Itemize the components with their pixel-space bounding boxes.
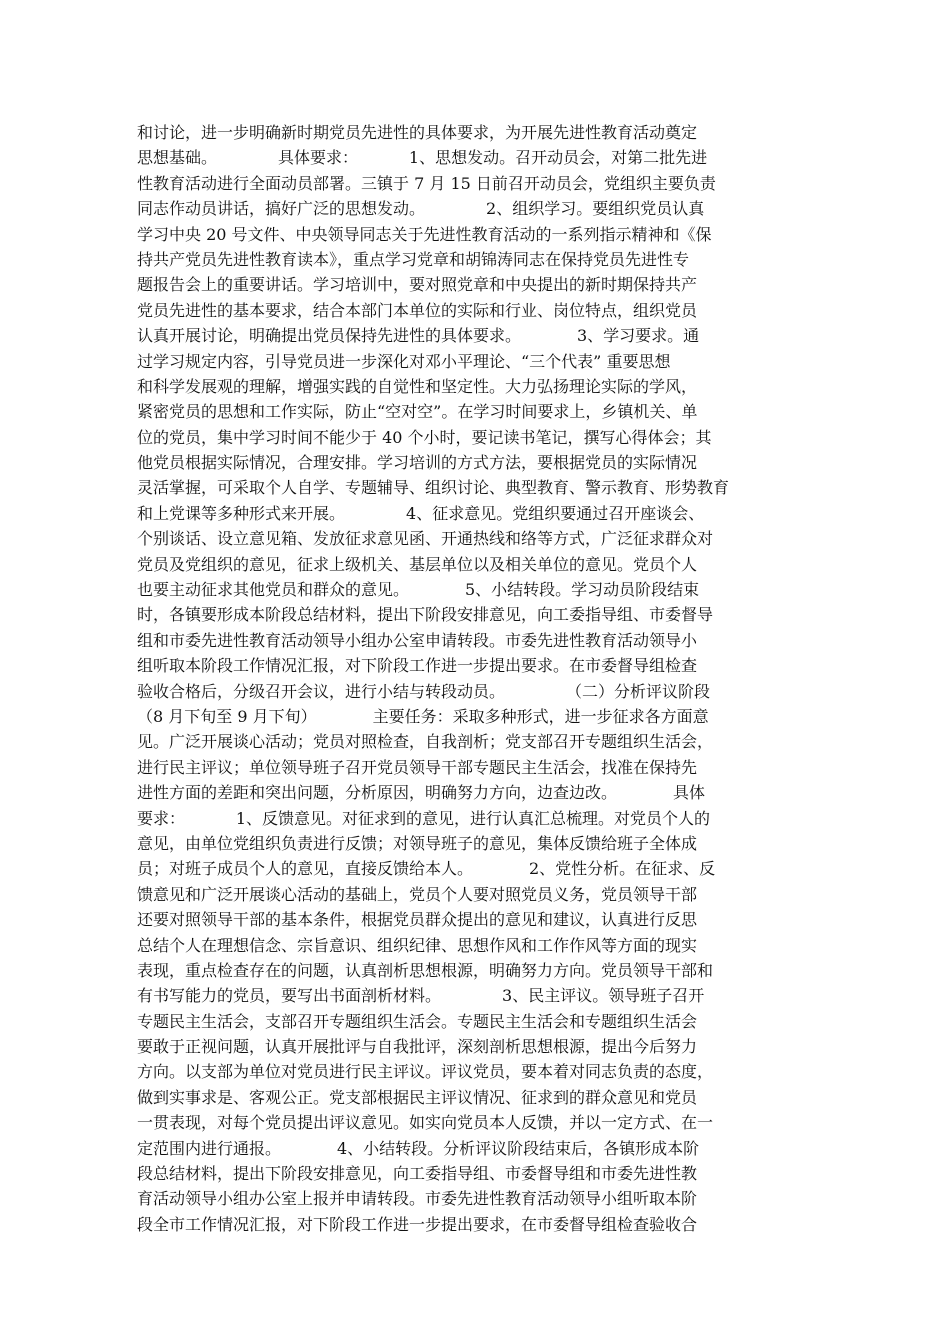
text-line: 题报告会上的重要讲话。学习培训中，要对照党章和中央提出的新时期保持共产 xyxy=(137,275,698,295)
text-line: 段总结材料，提出下阶段安排意见，向工委指导组、市委督导组和市委先进性教 xyxy=(137,1164,698,1184)
text-line: 位的党员，集中学习时间不能少于 40 个小时，要记读书笔记，撰写心得体会；其 xyxy=(137,427,712,447)
text-line: 紧密党员的思想和工作实际，防止“空对空”。在学习时间要求上，乡镇机关、单 xyxy=(137,402,698,422)
text-line: 专题民主生活会，支部召开专题组织生活会。专题民主生活会和专题组织生活会 xyxy=(137,1011,698,1031)
text-line: 表现，重点检查存在的问题，认真剖析思想根源，明确努力方向。党员领导干部和 xyxy=(137,960,714,980)
text-line: 和上党课等多种形式来开展。 4、征求意见。党组织要通过召开座谈会、 xyxy=(137,503,705,523)
text-line: 党员及党组织的意见，征求上级机关、基层单位以及相关单位的意见。党员个人 xyxy=(137,554,698,574)
text-line: 也要主动征求其他党员和群众的意见。 5、小结转段。学习动员阶段结束 xyxy=(137,580,700,600)
text-line: 灵活掌握，可采取个人自学、专题辅导、组织讨论、典型教育、警示教育、形势教育 xyxy=(137,478,730,498)
text-line: 做到实事求是、客观公正。党支部根据民主评议情况、征求到的群众意见和党员 xyxy=(137,1087,698,1107)
text-line: 同志作动员讲话，搞好广泛的思想发动。 2、组织学习。要组织党员认真 xyxy=(137,199,705,219)
document-page xyxy=(137,120,813,1237)
text-line: 验收合格后，分级召开会议，进行小结与转段动员。 （二）分析评议阶段 xyxy=(137,681,711,701)
text-line: 思想基础。 具体要求： 1、思想发动。召开动员会，对第二批先进 xyxy=(137,148,708,168)
text-line: 方向。以支部为单位对党员进行民主评议。评议党员，要本着对同志负责的态度， xyxy=(137,1062,714,1082)
text-line: 和科学发展观的理解，增强实践的自觉性和坚定性。大力弘扬理论实际的学风， xyxy=(137,376,698,396)
text-line: （8 月下旬至 9 月下旬） 主要任务：采取多种形式，进一步征求各方面意 xyxy=(137,706,709,726)
text-line: 组和市委先进性教育活动领导小组办公室申请转段。市委先进性教育活动领导小 xyxy=(137,630,698,650)
text-line: 有书写能力的党员，要写出书面剖析材料。 3、民主评议。领导班子召开 xyxy=(137,986,705,1006)
text-line: 他党员根据实际情况，合理安排。学习培训的方式方法，要根据党员的实际情况 xyxy=(137,453,698,473)
text-line: 时，各镇要形成本阶段总结材料，提出下阶段安排意见，向工委指导组、市委督导 xyxy=(137,605,714,625)
text-line: 和讨论，进一步明确新时期党员先进性的具体要求，为开展先进性教育活动奠定 xyxy=(137,123,698,142)
text-line: 党员先进性的基本要求，结合本部门本单位的实际和行业、岗位特点，组织党员 xyxy=(137,300,698,320)
text-line: 要敢于正视问题，认真开展批评与自我批评，深刻剖析思想根源，提出今后努力 xyxy=(137,1037,698,1057)
text-line: 性教育活动进行全面动员部署。三镇于 7 月 15 日前召开动员会，党组织主要负责 xyxy=(137,173,716,193)
text-line: 要求： 1、反馈意见。对征求到的意见，进行认真汇总梳理。对党员个人的 xyxy=(137,808,711,828)
text-line: 馈意见和广泛开展谈心活动的基础上，党员个人要对照党员义务，党员领导干部 xyxy=(137,884,698,904)
text-line: 进行民主评议；单位领导班子召开党员领导干部专题民主生活会，找准在保持先 xyxy=(137,757,698,777)
text-line: 组听取本阶段工作情况汇报，对下阶段工作进一步提出要求。在市委督导组检查 xyxy=(137,656,698,676)
text-line: 总结个人在理想信念、宗旨意识、组织纪律、思想作风和工作作风等方面的现实 xyxy=(137,935,698,955)
text-line: 进性方面的差距和突出问题，分析原因，明确努力方向，边查边改。 具体 xyxy=(137,783,705,803)
text-line: 定范围内进行通报。 4、小结转段。分析评议阶段结束后，各镇形成本阶 xyxy=(137,1138,700,1158)
text-line: 还要对照领导干部的基本条件，根据党员群众提出的意见和建议，认真进行反思 xyxy=(137,910,698,930)
text-line: 段全市工作情况汇报，对下阶段工作进一步提出要求，在市委督导组检查验收合 xyxy=(137,1214,698,1234)
text-line: 过学习规定内容，引导党员进一步深化对邓小平理论、“三个代表” 重要思想 xyxy=(137,351,671,371)
text-line: 个别谈话、设立意见箱、发放征求意见函、开通热线和络等方式，广泛征求群众对 xyxy=(137,529,714,549)
text-line: 一贯表现，对每个党员提出评议意见。如实向党员本人反馈，并以一定方式、在一 xyxy=(137,1113,714,1133)
text-line: 学习中央 20 号文件、中央领导同志关于先进性教育活动的一系列指示精神和《保 xyxy=(137,224,712,244)
text-line: 育活动领导小组办公室上报并申请转段。市委先进性教育活动领导小组听取本阶 xyxy=(137,1189,698,1209)
text-line: 认真开展讨论，明确提出党员保持先进性的具体要求。 3、学习要求。通 xyxy=(137,326,700,346)
text-line: 员；对班子成员个人的意见，直接反馈给本人。 2、党性分析。在征求、反 xyxy=(137,859,716,879)
text-line: 见。广泛开展谈心活动；党员对照检查，自我剖析；党支部召开专题组织生活会， xyxy=(137,732,714,752)
text-line: 持共产党员先进性教育读本》，重点学习党章和胡锦涛同志在保持党员先进性专 xyxy=(137,249,690,269)
text-line: 意见，由单位党组织负责进行反馈；对领导班子的意见，集体反馈给班子全体成 xyxy=(137,833,698,853)
